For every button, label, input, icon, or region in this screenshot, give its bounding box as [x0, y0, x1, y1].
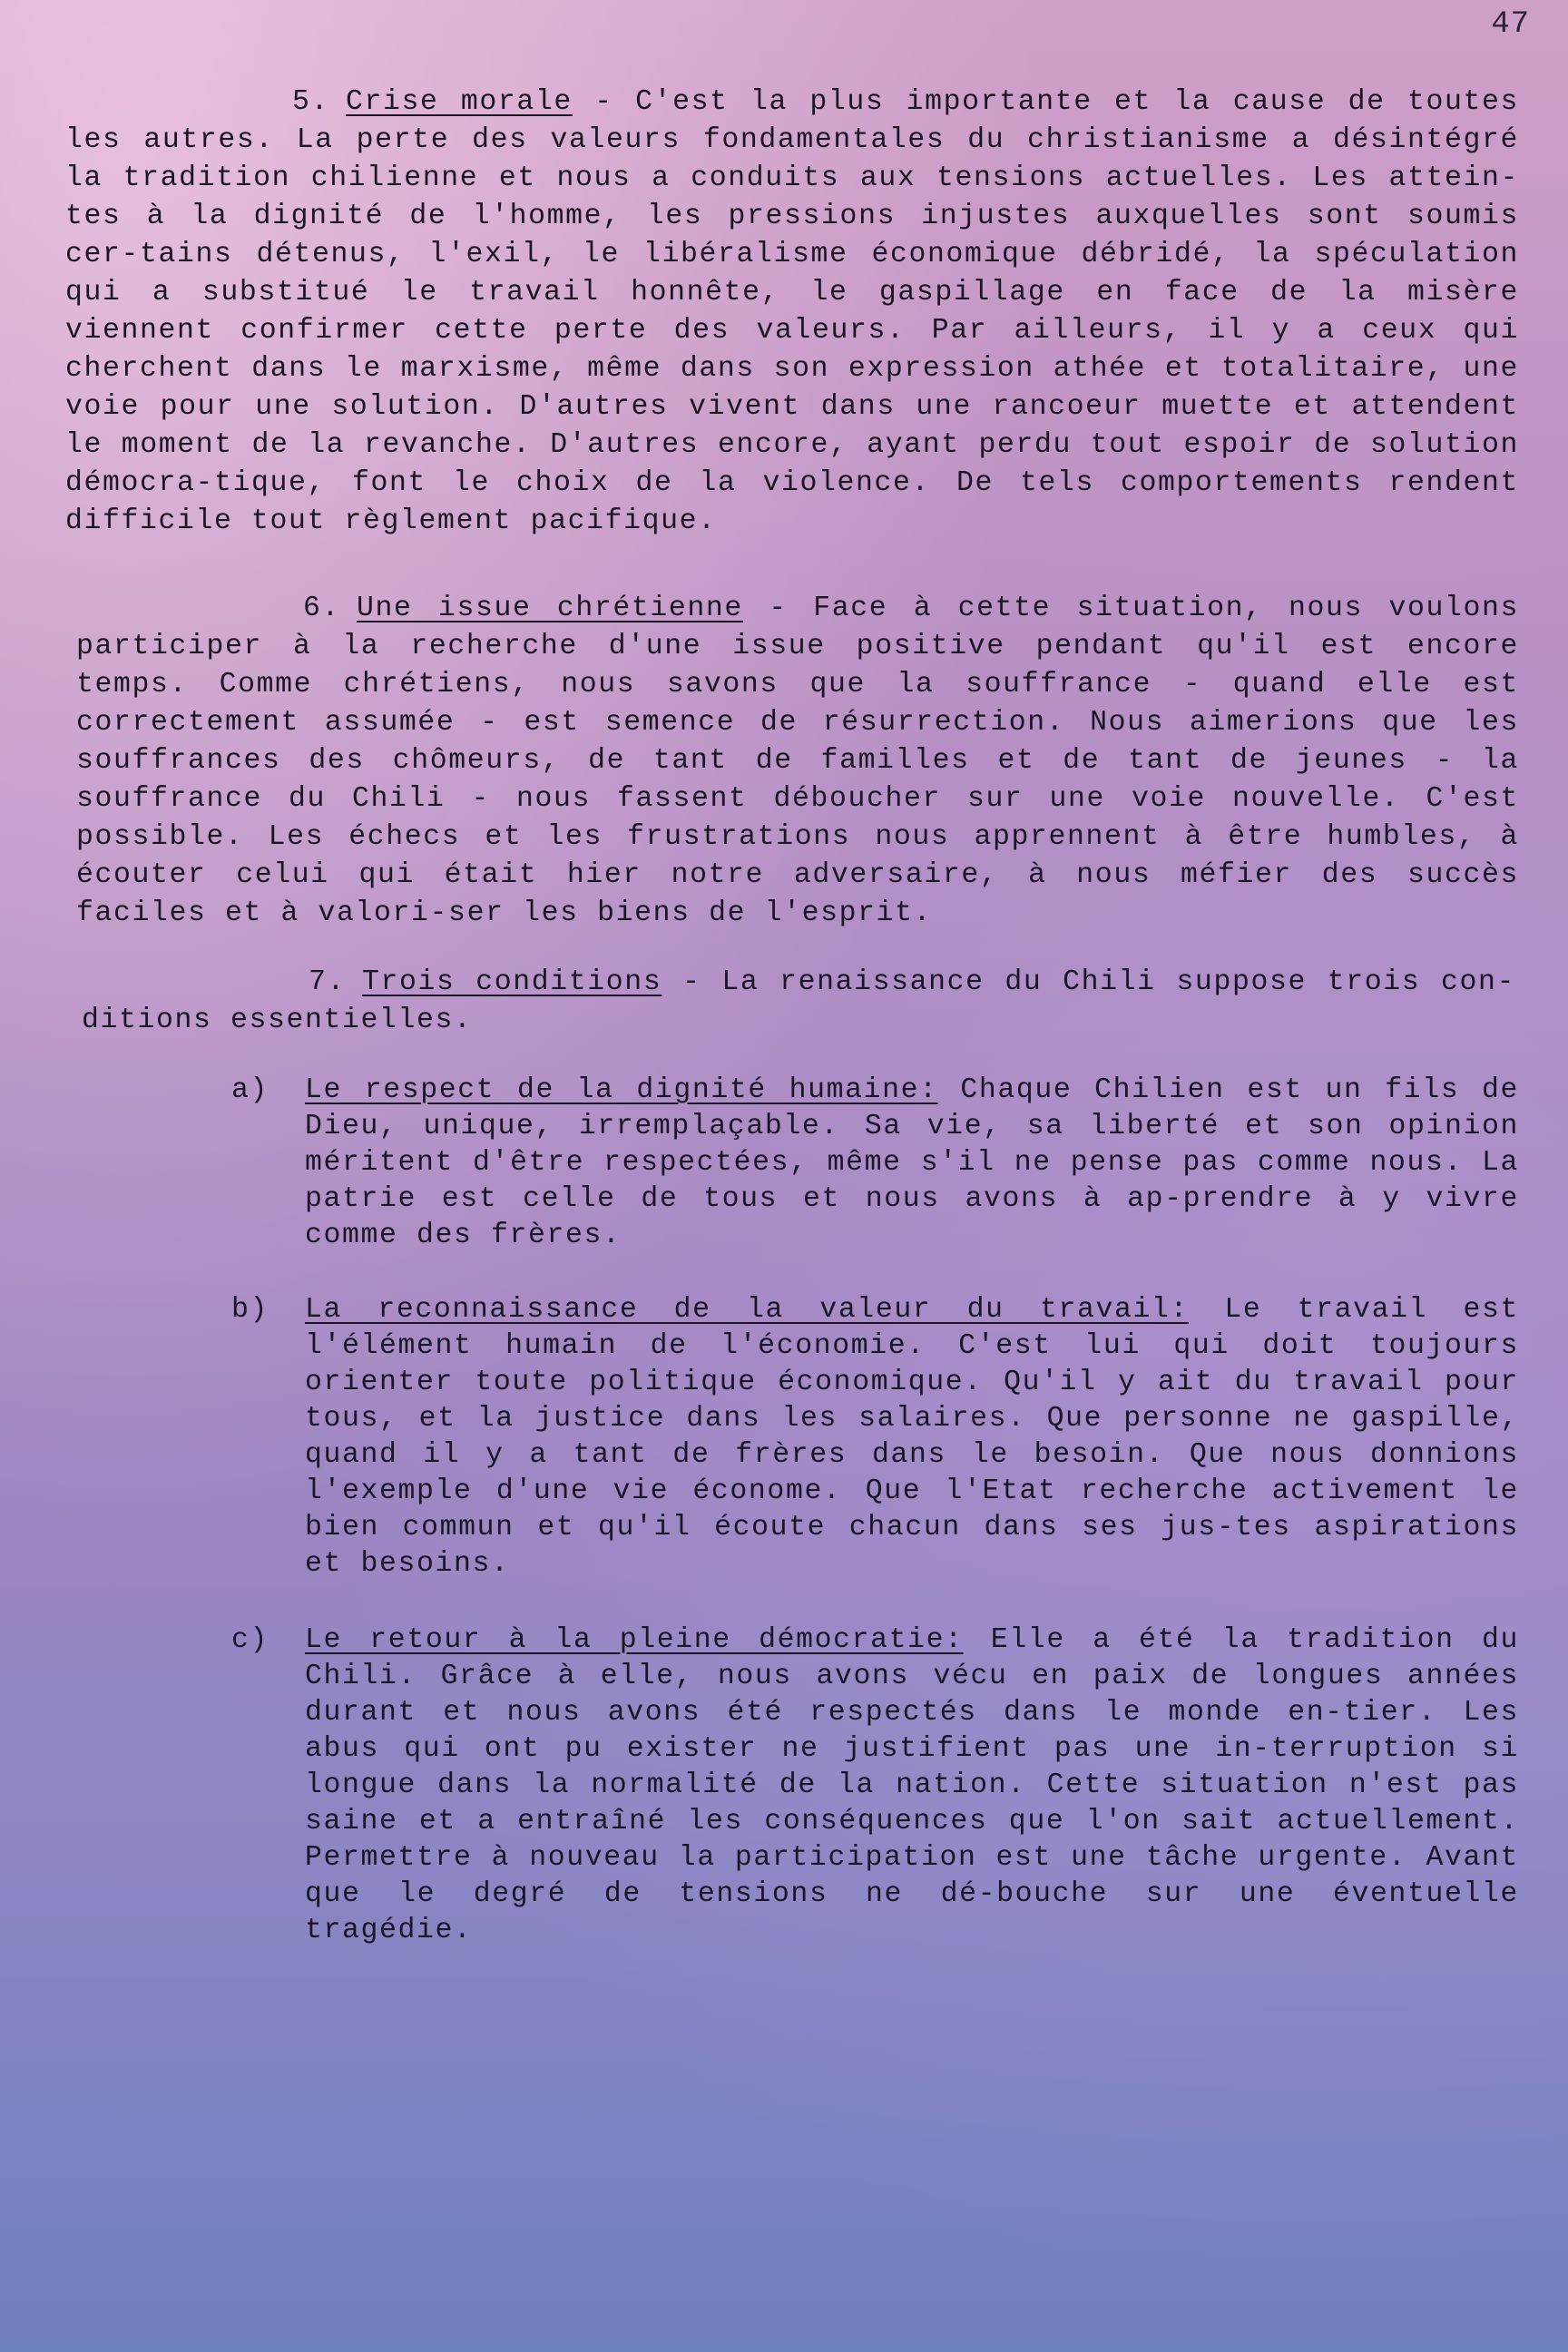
section-number: 6. — [303, 593, 341, 624]
subsection-body — [305, 1074, 1519, 1251]
subsection-body — [305, 1624, 1519, 1946]
section-title: Une issue chrétienne — [357, 593, 743, 624]
section-text: - C'est la plus importante et la cause de toutes les autres. La perte des valeurs fondamentales du christianisme a désintégré la tradition chilienne et nous a conduits aux tensions actuelles. Les attein-tes à la dignité de l'homme, les pressions injustes auxquelles sont soumis cer-tains détenus, l'exil, le libéralisme économique débridé, la spéculation qui a substitué le travail honnête, le gaspillage en face de la misère viennent confirmer cette perte des valeurs. Par ailleurs, il y a ceux qui cherchent dans le marxisme, même dans son expression athée et totalitaire, une voie pour une solution. D'autres vivent dans une rancoeur muette et attendent le moment de la revanche. D'autres encore, ayant perdu tout espoir de solution démocra-tique, font le choix de la violence. De tels comportements rendent difficile tout règlement pacifique. — [65, 86, 1519, 537]
subsection-label: b) — [230, 1294, 269, 1326]
section-text: - La renaissance du Chili suppose trois con-ditions essentielles. — [82, 966, 1515, 1036]
section-6-issue-chretienne — [76, 590, 1519, 933]
page-number: 47 — [1491, 7, 1530, 42]
subsection-c-democratie — [230, 1622, 1519, 1949]
section-7-trois-conditions — [82, 964, 1515, 1040]
subsection-text: Le travail est l'élément humain de l'économie. C'est lui qui doit toujours orienter toute politique économique. Qu'il y ait du travail pour tous, et la justice dans les salaires. Que personne ne gaspille, quand il y a tant de frères dans le besoin. Que nous donnions l'exemple d'une vie économe. Que l'Etat recherche activement le bien commun et qu'il écoute chacun dans ses jus-tes aspirations et besoins. — [305, 1294, 1519, 1580]
section-5-crise-morale — [65, 83, 1519, 541]
section-number: 7. — [309, 966, 347, 998]
subsection-title: Le respect de la dignité humaine: — [305, 1074, 938, 1106]
section-number: 5. — [292, 86, 330, 118]
subsection-text: Elle a été la tradition du Chili. Grâce à elle, nous avons vécu en paix de longues années durant et nous avons été respectés dans le monde en-tier. Les abus qui ont pu exister ne justifient pas une in-terruption si longue dans la normalité de la nation. Cette situation n'est pas saine et a entraîné les conséquences que l'on sait actuellement. Permettre à nouveau la participation est une tâche urgente. Avant que le degré de tensions ne dé-bouche sur une éventuelle tragédie. — [305, 1624, 1519, 1946]
subsection-title: Le retour à la pleine démocratie: — [305, 1624, 964, 1656]
section-text: - Face à cette situation, nous voulons participer à la recherche d'une issue positive pendant qu'il est encore temps. Comme chrétiens, nous savons que la souffrance - quand elle est correctement assumée - est semence de résurrection. Nous aimerions que les souffrances des chômeurs, de tant de familles et de tant de jeunes - la souffrance du Chili - nous fassent déboucher sur une voie nouvelle. C'est possible. Les échecs et les frustrations nous apprennent à être humbles, à écouter celui qui était hier notre adversaire, à nous méfier des succès faciles et à valori-ser les biens de l'esprit. — [76, 593, 1519, 929]
subsection-label: a) — [230, 1074, 269, 1106]
subsection-b-travail — [230, 1292, 1519, 1583]
subsection-body — [305, 1294, 1519, 1580]
subsection-a-dignite — [230, 1073, 1520, 1254]
subsection-label: c) — [230, 1624, 269, 1656]
subsection-title: La reconnaissance de la valeur du travail: — [305, 1294, 1190, 1326]
section-title: Crise morale — [346, 86, 573, 118]
subsection-text: Chaque Chilien est un fils de Dieu, unique, irremplaçable. Sa vie, sa liberté et son opinion méritent d'être respectées, même s'il ne pense pas comme nous. La patrie est celle de tous et nous avons à ap-prendre à y vivre comme des frères. — [305, 1074, 1520, 1251]
section-title: Trois conditions — [362, 966, 662, 998]
